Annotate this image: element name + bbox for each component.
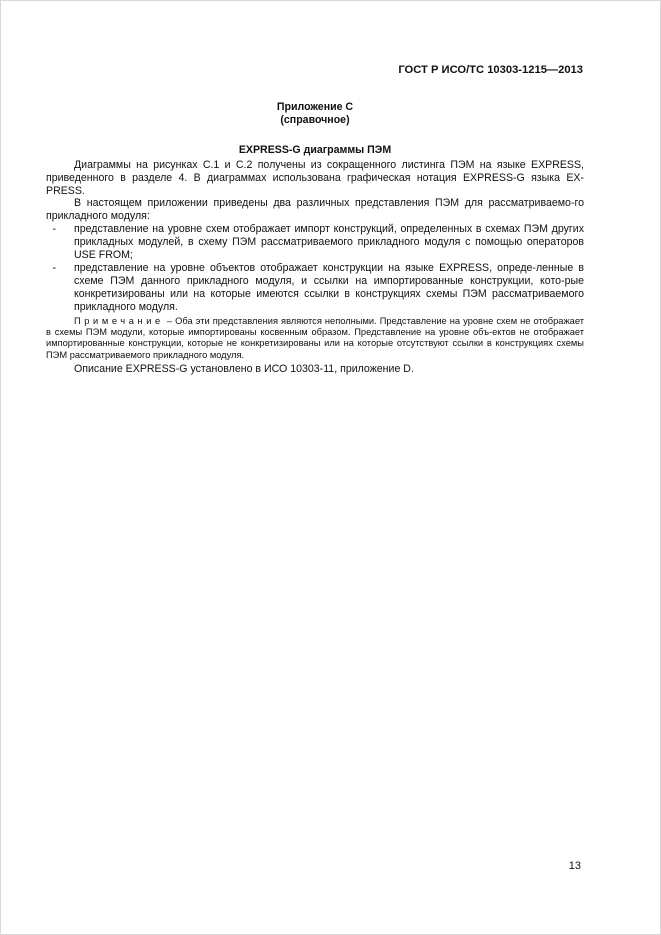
paragraph-express-g-reference: Описание EXPRESS-G установлено в ИСО 10303-11, приложение D. [74, 363, 414, 376]
page-number: 13 [568, 860, 581, 872]
paragraph-diagrams-source: Диаграммы на рисунках С.1 и С.2 получены из сокращенного листинга ПЭМ на языке EXPRESS, приведенного в разделе 4. В диаграммах использована графическая нотация EXPRESS-G языка EX-PRESS. [46, 158, 584, 197]
annex-subtitle: (справочное) [280, 113, 350, 126]
list-item-text: представление на уровне объектов отображает конструкции на языке EXPRESS, опреде-ленные в схеме ПЭМ данного прикладного модуля, и ссылки на импортированные конструкции, кото-рые конкретизированы или на которые имеются ссылки в конструкциях схемы ПЭМ рассматриваемого прикладного модуля. [74, 261, 584, 313]
list-item-entity-level [46, 262, 584, 314]
section-title: EXPRESS-G диаграммы ПЭМ [238, 143, 392, 156]
page-content [46, 101, 584, 376]
annex-title: Приложение С [276, 101, 354, 113]
bullet-dash: - [52, 261, 56, 274]
paragraph-two-representations: В настоящем приложении приведены два различных представления ПЭМ для рассматриваемо-го прикладного модуля: [46, 197, 584, 223]
document-header: ГОСТ Р ИСО/ТС 10303-1215—2013 [398, 64, 583, 76]
bullet-dash: - [52, 223, 56, 236]
note-dash: – [166, 315, 173, 326]
list-item-schema-level [46, 223, 584, 262]
list-item-text: представление на уровне схем отображает импорт конструкций, определенных в схемах ПЭМ других прикладных модулей, в схему ПЭМ рассматриваемого прикладного модуля с помощью операторов USE FROM; [74, 223, 584, 262]
note-label: Примечание [74, 315, 164, 326]
note-text: Оба эти представления являются неполными. Представление на уровне схем не отображает в схемы ПЭМ модули, которые импортированы косвенным образом. Представление на уровне объ-ектов не отображает импортированные конструкции, которые не конкретизированы или на которые отсутствуют ссылки в конструкциях схемы ПЭМ рассматриваемого прикладного модуля. [46, 315, 584, 360]
note [46, 316, 584, 362]
